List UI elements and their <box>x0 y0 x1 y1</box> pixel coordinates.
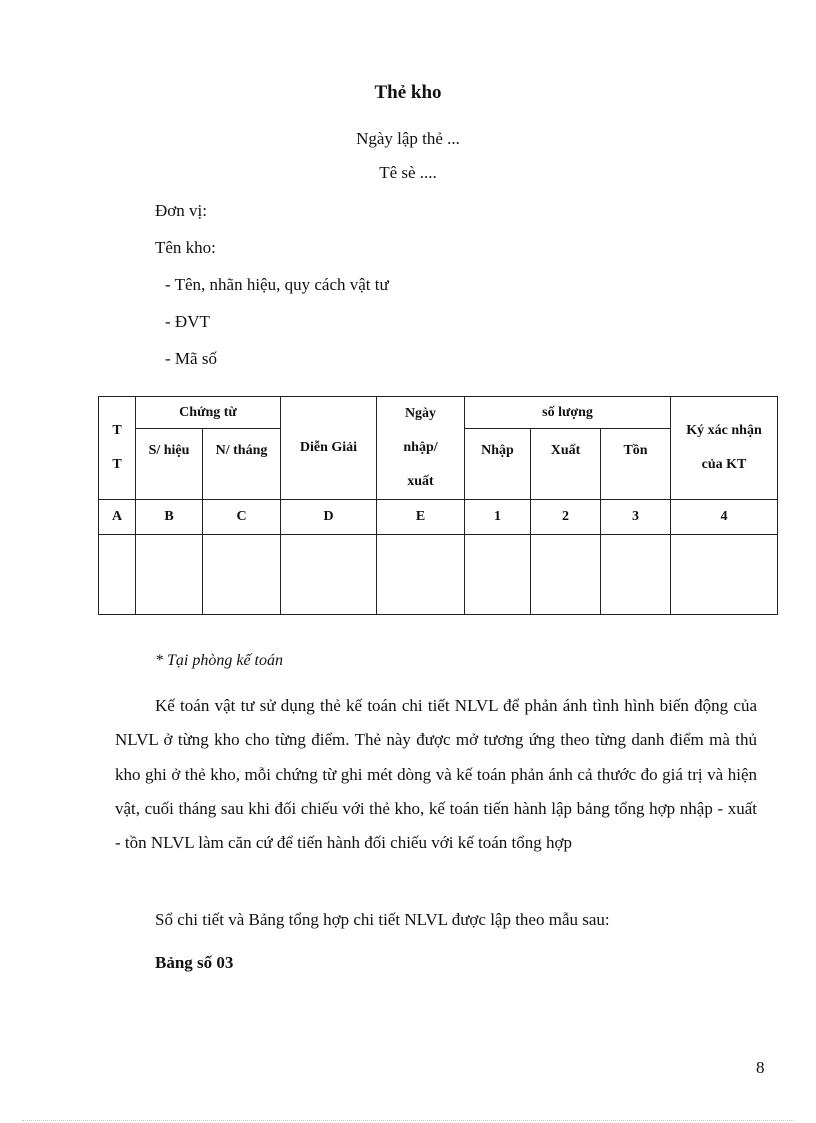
table-label: Bảng số 03 <box>155 953 234 972</box>
table-empty-row <box>99 535 778 615</box>
header-n-thang: N/ tháng <box>203 429 281 500</box>
empty-cell <box>99 535 136 615</box>
header-ngay-line1: Ngày <box>404 406 437 421</box>
template-intro-line: Sổ chi tiết và Bảng tổng hợp chi tiết NLVL được lập theo mẫu sau: <box>155 910 610 929</box>
page-number: 8 <box>756 1058 765 1077</box>
unit-field: Đơn vị: <box>155 201 207 220</box>
header-ky-line1: Ký xác nhận <box>686 423 762 438</box>
bullet-code: - Mã số <box>165 349 217 368</box>
header-ngay-line3: xuất <box>407 474 434 489</box>
header-chung-tu: Chứng từ <box>136 397 281 429</box>
code-cell: A <box>99 500 136 535</box>
header-xuat: Xuất <box>531 429 601 500</box>
header-tt-line2: T <box>112 457 122 472</box>
header-so-luong: số lượng <box>465 397 671 429</box>
header-ky-xac-nhan <box>671 397 778 500</box>
header-nhap: Nhập <box>465 429 531 500</box>
header-tt <box>99 397 136 500</box>
code-cell: 4 <box>671 500 778 535</box>
empty-cell <box>136 535 203 615</box>
empty-cell <box>377 535 465 615</box>
empty-cell <box>601 535 671 615</box>
header-ngay-line2: nhập/ <box>403 440 438 455</box>
code-cell: C <box>203 500 281 535</box>
code-cell: B <box>136 500 203 535</box>
body-paragraph: Kế toán vật tư sử dụng thẻ kế toán chi tiết NLVL để phản ánh tình hình biến động của NLVL ở từng kho cho từng điểm. Thẻ này được mở tương ứng theo từng danh điểm mà thủ kho ghi ở thẻ kho, mỗi chứng từ ghi mét dòng và kế toán phản ánh cả thước đo giá trị và hiện vật, cuối tháng sau khi đối chiếu với thẻ kho, kế toán tiến hành lập bảng tổng hợp nhập - xuất - tồn NLVL làm căn cứ để tiến hành đối chiếu với kế toán tổng hợp <box>115 696 757 853</box>
page-bottom-divider <box>22 1120 794 1121</box>
card-date-line: Ngày lập thẻ ... <box>356 129 460 148</box>
warehouse-name-field: Tên kho: <box>155 238 216 257</box>
empty-cell <box>281 535 377 615</box>
empty-cell <box>203 535 281 615</box>
empty-cell <box>671 535 778 615</box>
empty-cell <box>465 535 531 615</box>
code-cell: 1 <box>465 500 531 535</box>
empty-cell <box>531 535 601 615</box>
card-number-line: Tê sè .... <box>379 163 437 182</box>
bullet-unit: - ĐVT <box>165 312 210 331</box>
table-code-row <box>99 500 778 535</box>
code-cell: D <box>281 500 377 535</box>
header-ky-line2: của KT <box>701 457 747 472</box>
table-header-row-1 <box>99 397 778 429</box>
code-cell: E <box>377 500 465 535</box>
header-tt-line1: T <box>112 423 122 438</box>
code-cell: 2 <box>531 500 601 535</box>
code-cell: 3 <box>601 500 671 535</box>
bullet-material-spec: - Tên, nhãn hiệu, quy cách vật tư <box>165 275 389 294</box>
header-ngay <box>377 397 465 500</box>
page-title: Thẻ kho <box>374 82 442 103</box>
header-ton: Tồn <box>601 429 671 500</box>
header-dien-giai: Diễn Giải <box>281 397 377 500</box>
section-note: * Tại phòng kế toán <box>155 652 283 669</box>
header-so-hieu: S/ hiệu <box>136 429 203 500</box>
stock-card-table <box>98 396 778 615</box>
